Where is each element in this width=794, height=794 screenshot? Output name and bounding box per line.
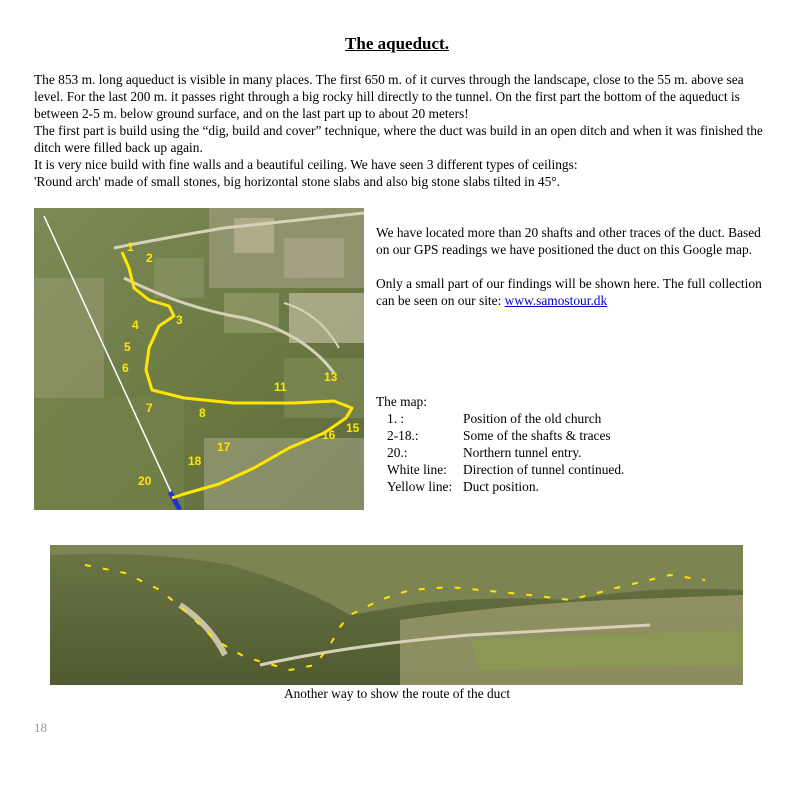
legend-heading: The map:	[376, 394, 427, 409]
legend-value: Direction of tunnel continued.	[463, 462, 625, 477]
map-label: 20	[138, 474, 152, 488]
legend-key: 2-18.:	[387, 428, 419, 443]
map-label: 1	[127, 240, 134, 254]
intro-paragraph: The 853 m. long aqueduct is visible in many places. The first 650 m. of it curves through the landscape, close to the 55 m. above sea level. For the last 200 m. it passes right through a big rocky hill directly to the tunnel. On the first part the bottom of the aqueduct is between 2-5 m. below ground surface, and on the last part up to about 20 meters!	[34, 72, 744, 121]
spacer	[376, 258, 776, 275]
map-label: 4	[132, 318, 139, 332]
legend-row	[376, 461, 624, 478]
page-title: The aqueduct.	[345, 34, 449, 53]
map-label: 3	[176, 313, 183, 327]
map-label: 5	[124, 340, 131, 354]
description-paragraph	[376, 275, 776, 309]
description-paragraph: We have located more than 20 shafts and other traces of the duct. Based on our GPS readings we have positioned the duct on this Google map.	[376, 225, 761, 257]
legend-key: White line:	[387, 462, 447, 477]
map-label: 11	[274, 380, 287, 394]
legend-row	[376, 427, 624, 444]
legend-key: 1. :	[387, 411, 405, 426]
map-label: 8	[199, 406, 206, 420]
map-label: 18	[188, 454, 202, 468]
map-legend	[376, 393, 624, 495]
map-label: 17	[217, 440, 231, 454]
intro-text	[34, 71, 764, 190]
map-label: 13	[324, 370, 338, 384]
map-label: 15	[346, 421, 360, 435]
aerial-map	[34, 208, 364, 510]
map-description	[376, 224, 776, 309]
map-label: 7	[146, 401, 153, 415]
intro-paragraph: It is very nice build with fine walls and a beautiful ceiling. We have seen 3 different types of ceilings:	[34, 157, 578, 172]
legend-row	[376, 410, 624, 427]
legend-row	[376, 478, 624, 495]
legend-row	[376, 444, 624, 461]
site-link[interactable]: www.samostour.dk	[504, 293, 608, 308]
page-number: 18	[34, 720, 47, 735]
intro-paragraph: The first part is build using the “dig, build and cover” technique, where the duct was build in an open ditch and when it was finished the ditch were filled back up again.	[34, 123, 763, 155]
legend-value: Northern tunnel entry.	[463, 445, 582, 460]
legend-value: Duct position.	[463, 479, 539, 494]
description-text: Only a small part of our findings will be shown here. The full collection can be seen on our site:	[376, 276, 762, 308]
legend-key: Yellow line:	[387, 479, 453, 494]
intro-paragraph: 'Round arch' made of small stones, big horizontal stone slabs and also big stone slabs tilted in 45°.	[34, 174, 561, 189]
legend-key: 20.:	[387, 445, 408, 460]
photo-caption: Another way to show the route of the duct	[283, 686, 511, 701]
legend-value: Position of the old church	[463, 411, 602, 426]
map-label: 2	[146, 251, 153, 265]
map-label: 6	[122, 361, 129, 375]
map-label: 16	[322, 428, 336, 442]
landscape-photo	[50, 545, 743, 685]
legend-value: Some of the shafts & traces	[463, 428, 611, 443]
